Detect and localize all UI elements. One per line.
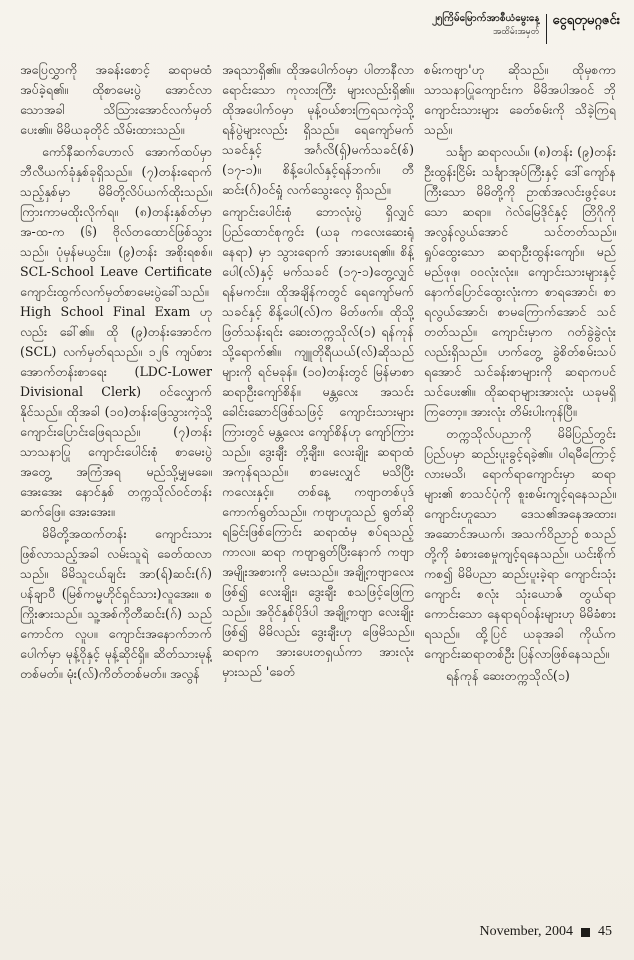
paragraph: ကော်နီဆက်ဟောလ် အောက်ထပ်မှာ ဘီလီယက်ခုံနှစ်ခုရှိသည်။ (၇)တန်းရောက်သည့်နှစ်မှာ မိမိတို့လိပ်ယက်ထိုးသည်။ ကြားကာမထိုးလိုက်ရ။ (၈)တန်းနှစ်တ်မှာ အ-ထ-က (၆) ဗိုလ်တထောင်ဖြစ်သွားသည်။ ပုံမှန်မယွင်း။ (၉)တန်း အစိုးရစစ်။ SCL-School Leave Certificate ကျောင်းထွက်လက်မှတ်စာမေးပွဲခေါ်သည်။ High School Final Exam ဟုလည်း ခေါ်၏။ ထို (၉)တန်းအောင်က (SCL) လက်မှတ်ရသည်။ ၁၂၆ ကျပ်စား အောက်တန်းစာရေး (LDC-Lower Divisional Clerk) ဝင်လျှောက်နိုင်သည်။ ထိုအခါ (၁၀)တန်းဖြေသွားကဲ့သို့ ကျောင်းပြောင်းဖြေရသည်။ (၇)တန်း သာသနာပြု ကျောင်းပေါင်းစုံ စာမေးပွဲအတွေ့ အကြံအရ မည်သို့မျှမခေ။ အေးအေး နောင်နှစ် တက္ကသိုလ်ဝင်တန်း ဆက်ဖြေ။ အေးအေး။	[20, 144, 212, 519]
header-subtitle	[432, 12, 546, 39]
paragraph: သင်္ချာ ဆရာလယ်။ (၈)တန်း (၉)တန်း ဦးထွန်းငြိမ်း သင်္ချာအုပ်ကြီးနှင့် ဒေါ်ကျော်နကြီးသော မိမိတို့ကို ဥာဏ်အလင်းဖွင့်ပေးသော ဆရာ။ ဂဲလ်မြေဒိုင်နှင့် တြိဂိုကို အလွန်လွယ်အောင် သင်တတ်သည်။ ရှုပ်ထွေးသော ဆရာဦးထွန်းကျော်။ မည်မည်ဖုဖု၊ ဝဝလုံးလုံး။ ကျောင်းသားများနှင့် နောက်ပြောင်ထွေးလုံးကာ စာရအောင်၊ စာရလွယ်အောင်၊ စာမကြောက်အောင် သင်တတ်သည်။ ကျောင်းမှာက ဂတ်ခွဲခွဲလုံးလည်းရှိသည်။ ဟက်တွေ့ ခွဲစိတ်စမ်းသပ်ရအောင် သင်ခန်းစာများကို ဆရာကပင် သင်ပေး၏။ ထိုဆရာများအားလုံး ယခုမရှိကြတော့။ အားလုံး တိမ်းပါးကုန်ပြီ။	[424, 144, 616, 419]
page-number: 45	[598, 924, 612, 939]
column-3	[424, 60, 616, 915]
issue-date: November, 2004	[479, 924, 573, 939]
paragraph: ကျောင်းပေါင်းစုံ ဘောလုံးပွဲ ရှိလျှင် ပြည်ထောင်စုကွင်း (ယခု ကလေးဆေးရုံနေရာ) မှာ သွားရောက် အားပေးရ၏။ စိန့်ပေါ(လ်)နှင့် မက်သခင် (၁၇-၁)တွေ့လျှင် ရန်မကင်း။ ထိုအချိန်ကတွင် ရေကျော်မက်သခင်နှင့် စိန့်ပေါ(လ်)က မိတ်ဖက်။ ထိုသို့ဖြတ်သန်းရင်း ဆေးတက္ကသိုလ်(၁) ရန်ကုန်သို့ရောက်၏။ ကျူတိုရီယယ်(လ်)ဆိုသည်များကို ရင်မခုန်။ (၁၀)တန်းတွင် မြန်မာစာ ဆရာဦးကျော်စိန်။ မန္တလေး အသင်းခေါင်းဆောင်ဖြစ်သဖြင့် ကျောင်းသားများကြားတွင် မန္တလေး ကျော်စိန်ဟု ကျော်ကြားသည်။ ဒွေးချီး တို့ချီး။ လေးချိုး ဆရာထံ အကုန်ရသည်။ စာမေးလျှင် မသိပြီး ကလေးနှင့်။ တစ်နေ့ ကဗျာတစ်ပုဒ် ကောက်ရွတ်သည်။ ကဗျာဟူသည် ရွတ်ဆိုရခြင်းဖြစ်ကြောင်း ဆရာထံမှ စပ်ရသည့်ကာလ။ ဆရာ ကဗျာရွတ်ပြီးနောက် ကဗျာအမျိုးအစားကို မေးသည်။ အချို့ကဗျာလေးဖြစ်၍ လေးချိုး၊ ဒွေးချီး စသဖြင့်ဖြေကြသည်။ အဝိုင်နှစ်ပိုဒ်ပါ အချို့ကဗျာ လေးချိုးဖြစ်၍ မိမိလည်း ဒွေးချီးဟု ဖြေမိသည်။ ဆရာက အားပေးတရှယ်ကာ အားလုံးမှားသည် 'ခေတ်	[222, 204, 414, 679]
article-body	[20, 60, 616, 915]
column-2	[222, 60, 414, 915]
paragraph: စမ်းကဗျာ'ဟု ဆိုသည်။ ထိုမှစကာ သာသနာပြုကျောင်းက မိမိအပါအဝင် ဘိုကျောင်းသားများ ခေတ်စမ်းကို သိခဲ့ကြရသည်။	[424, 62, 616, 137]
paragraph: အပြေလွှာကို အခန်းစောင့် ဆရာမထံ အပ်ခဲ့ရ၏။ ထိုစာမေးပွဲ အောင်လာသောအခါ သိသြားအောင်လက်မှတ် ပေး၏။ မိမိယခုတိုင် သိမ်းထားသည်။	[20, 62, 212, 137]
paragraph: အရသာရှိ၏။ ထိုအပေါက်ဝမှာ ပါတာနီလာရောင်းသော ကုလားကြီး များလည်းရှိ၏။ ထိုအပေါက်ဝမှာ မုန့်ဝယ်စားကြရသကဲ့သို့ ရန်ပွဲများလည်း ရှိသည်။ ရေကျော်မက်သခင်နှင့် အင်္ဂလိ(ရှ်)မက်သခင်(စ်) (၁၇-၁)။ စိန့်ပေါလ်နှင့်ရန်ဘက်။ တီဆင်း(ဂ်)ဝင်ရှုံ လက်သွေးလေ့ ရှိသည်။	[222, 62, 414, 197]
paragraph: မိမိတို့အထက်တန်း ကျောင်းသားဖြစ်လာသည့်အခါ လမ်းသူရဲ ခေတ်ထလာသည်။ မိမိသူငယ်ချင်း အာ(ရ်)ဆင်း(ဂ်) ပန်ချာပီ (မြစ်ကမ္မဟိုင်ရှင်သား)လူအေး။ စကြိုးဇားသည်။ သူ့အစ်ကိုတီဆင်း(ဂ်) သည်ကောင်က လူပ။ ကျောင်းအနောက်ဘက်ပေါက်မှာ မုန့်ဝိုနှင့် မုန့်ဆိုင်ရှိ။ ဆိတ်သားမုန့်တစ်မတ်။ မုံး(လ်)ကိတ်တစ်မတ်။ အလွန်	[20, 526, 212, 681]
header-anniversary-line: ၂၅ကြိမ်မြောက်အာစီယံမွေးနေ့	[431, 13, 540, 24]
paragraph: တက္ကသိုလ်ပညာကို မိမိပြည်တွင်း ပြည်ပမှာ ဆည်းပူးခွင့်ရခဲ့၏။ ပါရမီကြောင့် လားမသိ၊ ရောက်ရာကျောင်းမှာ ဆရာများ၏ စာသင်ပုံကို စူးစမ်းကျင့်ရနေသည်။ ကျောင်းဟူသော ဒေသ၏အနေအထား၊ အဆောင်အယက်၊ အသက်ဝိညာဉ် စသည်တို့ကို ခံစားစေမှုကျင့်ရနေသည်။ ယင်းစိုက်ကစ၍ မိမိပညာ ဆည်းပူးခဲ့ရာ ကျောင်းသုံးကျောင်း စလုံး သုံးယောဇ် တွယ်ရာကောင်းသော နေရာရပ်ဝန်းများဟု မိမိခံစားရသည်။ ထို့ပြင် ယခုအခါ ကိုယ်က ကျောင်းဆရာတစ်ဦး ပြန်လာဖြစ်နေသည်။	[424, 426, 616, 661]
magazine-title: ငွေရတုမဂ္ဂဇင်း	[552, 13, 620, 28]
header-commemoration-line: အထိမ်းအမှတ်	[492, 27, 540, 37]
square-marker-icon	[581, 928, 590, 937]
page-footer	[479, 924, 612, 940]
paragraph: ရန်ကုန် ဆေးတက္ကသိုလ်(၁)	[446, 668, 570, 683]
column-1	[20, 60, 212, 915]
page-header	[330, 12, 620, 58]
